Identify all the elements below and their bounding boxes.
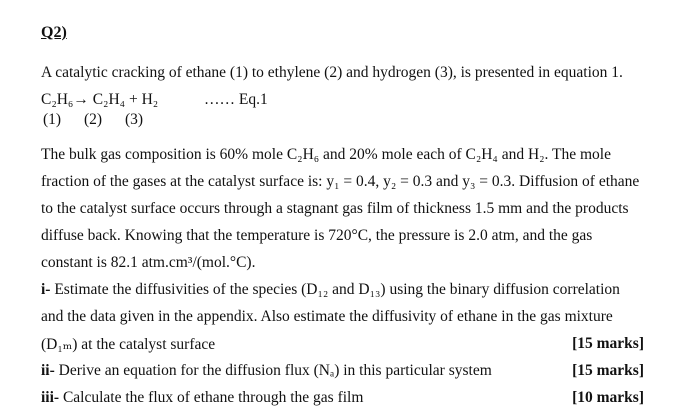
species-number-3: (3) bbox=[125, 111, 144, 128]
paragraph-line-4: diffuse back. Knowing that the temperature is 720°C, the pressure is 2.0 atm, and the gas bbox=[41, 227, 593, 244]
question-i-line-3: (D₁ₘ) at the catalyst surface bbox=[41, 336, 216, 353]
paragraph-line-3: to the catalyst surface occurs through a stagnant gas film of thickness 1.5 mm and the products bbox=[41, 200, 629, 217]
reaction-arrow: → bbox=[73, 91, 89, 108]
equation-label: …… Eq.1 bbox=[204, 91, 268, 108]
paragraph-line-2: fraction of the gases at the catalyst surface is: y₁ = 0.4, y₂ = 0.3 and y₃ = 0.3. Diffusion of ethane bbox=[41, 173, 640, 190]
species-number-2: (2) bbox=[84, 111, 103, 128]
hydrogen-formula: H₂ bbox=[141, 91, 159, 108]
question-iii-label: iii- bbox=[41, 389, 60, 406]
paragraph-line-5: constant is 82.1 atm.cm³/(mol.°C). bbox=[41, 254, 256, 271]
question-i-line-1: Estimate the diffusivities of the species (D₁₂ and D₁₃) using the binary diffusion correlation bbox=[54, 281, 620, 298]
reaction-equation bbox=[41, 91, 268, 109]
question-ii-text: Derive an equation for the diffusion flux (Nₐ) in this particular system bbox=[58, 362, 492, 379]
question-heading: Q2) bbox=[41, 24, 67, 41]
question-i-line-2: and the data given in the appendix. Also estimate the diffusivity of ethane in the gas mixture bbox=[41, 308, 613, 325]
ethylene-formula: C₂H₄ bbox=[92, 91, 126, 108]
intro-text: A catalytic cracking of ethane (1) to ethylene (2) and hydrogen (3), is presented in equation 1. bbox=[41, 64, 623, 81]
plus-sign: + bbox=[128, 91, 138, 108]
question-ii-marks: [15 marks] bbox=[572, 362, 644, 379]
question-iii-marks: [10 marks] bbox=[572, 389, 644, 406]
ethane-formula: C₂H₆ bbox=[41, 91, 74, 108]
question-i-marks: [15 marks] bbox=[572, 335, 644, 352]
question-i-label: i- bbox=[41, 281, 51, 298]
question-ii bbox=[41, 362, 492, 380]
question-iii bbox=[41, 389, 363, 407]
question-ii-label: ii- bbox=[41, 362, 55, 379]
paragraph-line-1: The bulk gas composition is 60% mole C₂H₆ and 20% mole each of C₂H₄ and H₂. The mole bbox=[41, 146, 611, 163]
question-iii-text: Calculate the flux of ethane through the gas film bbox=[62, 389, 364, 406]
species-number-1: (1) bbox=[43, 111, 62, 128]
question-i bbox=[41, 281, 620, 299]
